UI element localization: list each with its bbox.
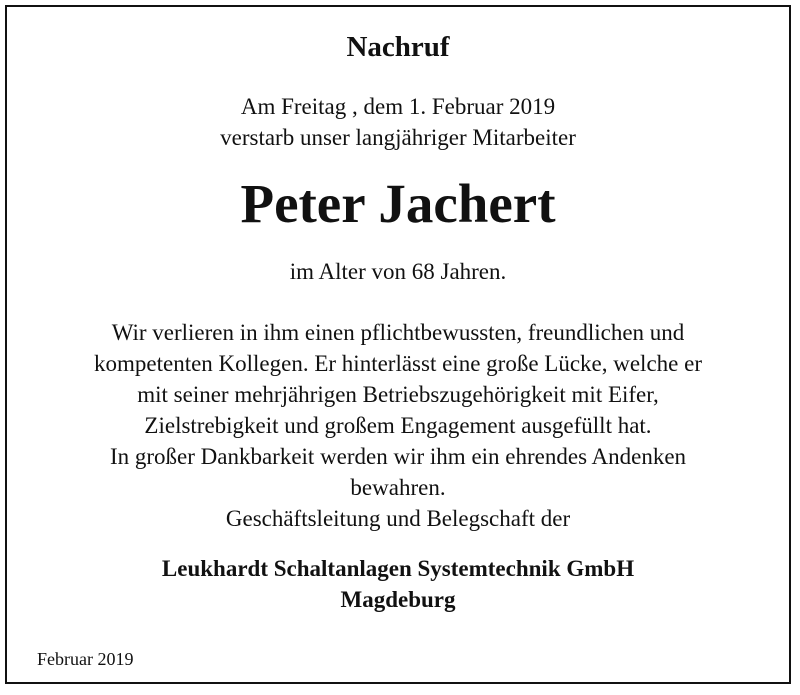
tribute-line: In großer Dankbarkeit werden wir ihm ein ehrendes Andenken	[109, 444, 687, 469]
tribute-text	[7, 317, 789, 534]
notice-title: Nachruf	[346, 31, 450, 63]
tribute-line: kompetenten Kollegen. Er hinterlässt eine große Lücke, welche er	[94, 351, 702, 376]
age-text: im Alter von 68 Jahren.	[289, 259, 507, 284]
company-city: Magdeburg	[340, 587, 456, 612]
obituary-notice	[5, 5, 791, 684]
deceased-name: Peter Jachert	[240, 173, 556, 234]
tribute-line: Zielstrebigkeit und großem Engagement ausgefüllt hat.	[144, 413, 652, 438]
intro-employee-line: verstarb unser langjähriger Mitarbeiter	[220, 125, 576, 150]
footer-date: Februar 2019	[37, 649, 134, 669]
signature-intro-line: Geschäftsleitung und Belegschaft der	[225, 506, 571, 531]
company-block	[7, 553, 789, 615]
tribute-line: Wir verlieren in ihm einen pflichtbewussten, freundlichen und	[111, 320, 685, 345]
company-name: Leukhardt Schaltanlagen Systemtechnik GmbH	[161, 556, 635, 581]
tribute-line: mit seiner mehrjährigen Betriebszugehörigkeit mit Eifer,	[137, 382, 659, 407]
tribute-line: bewahren.	[350, 475, 446, 500]
intro-date-line: Am Freitag , dem 1. Februar 2019	[240, 94, 556, 119]
intro-text	[7, 91, 789, 153]
